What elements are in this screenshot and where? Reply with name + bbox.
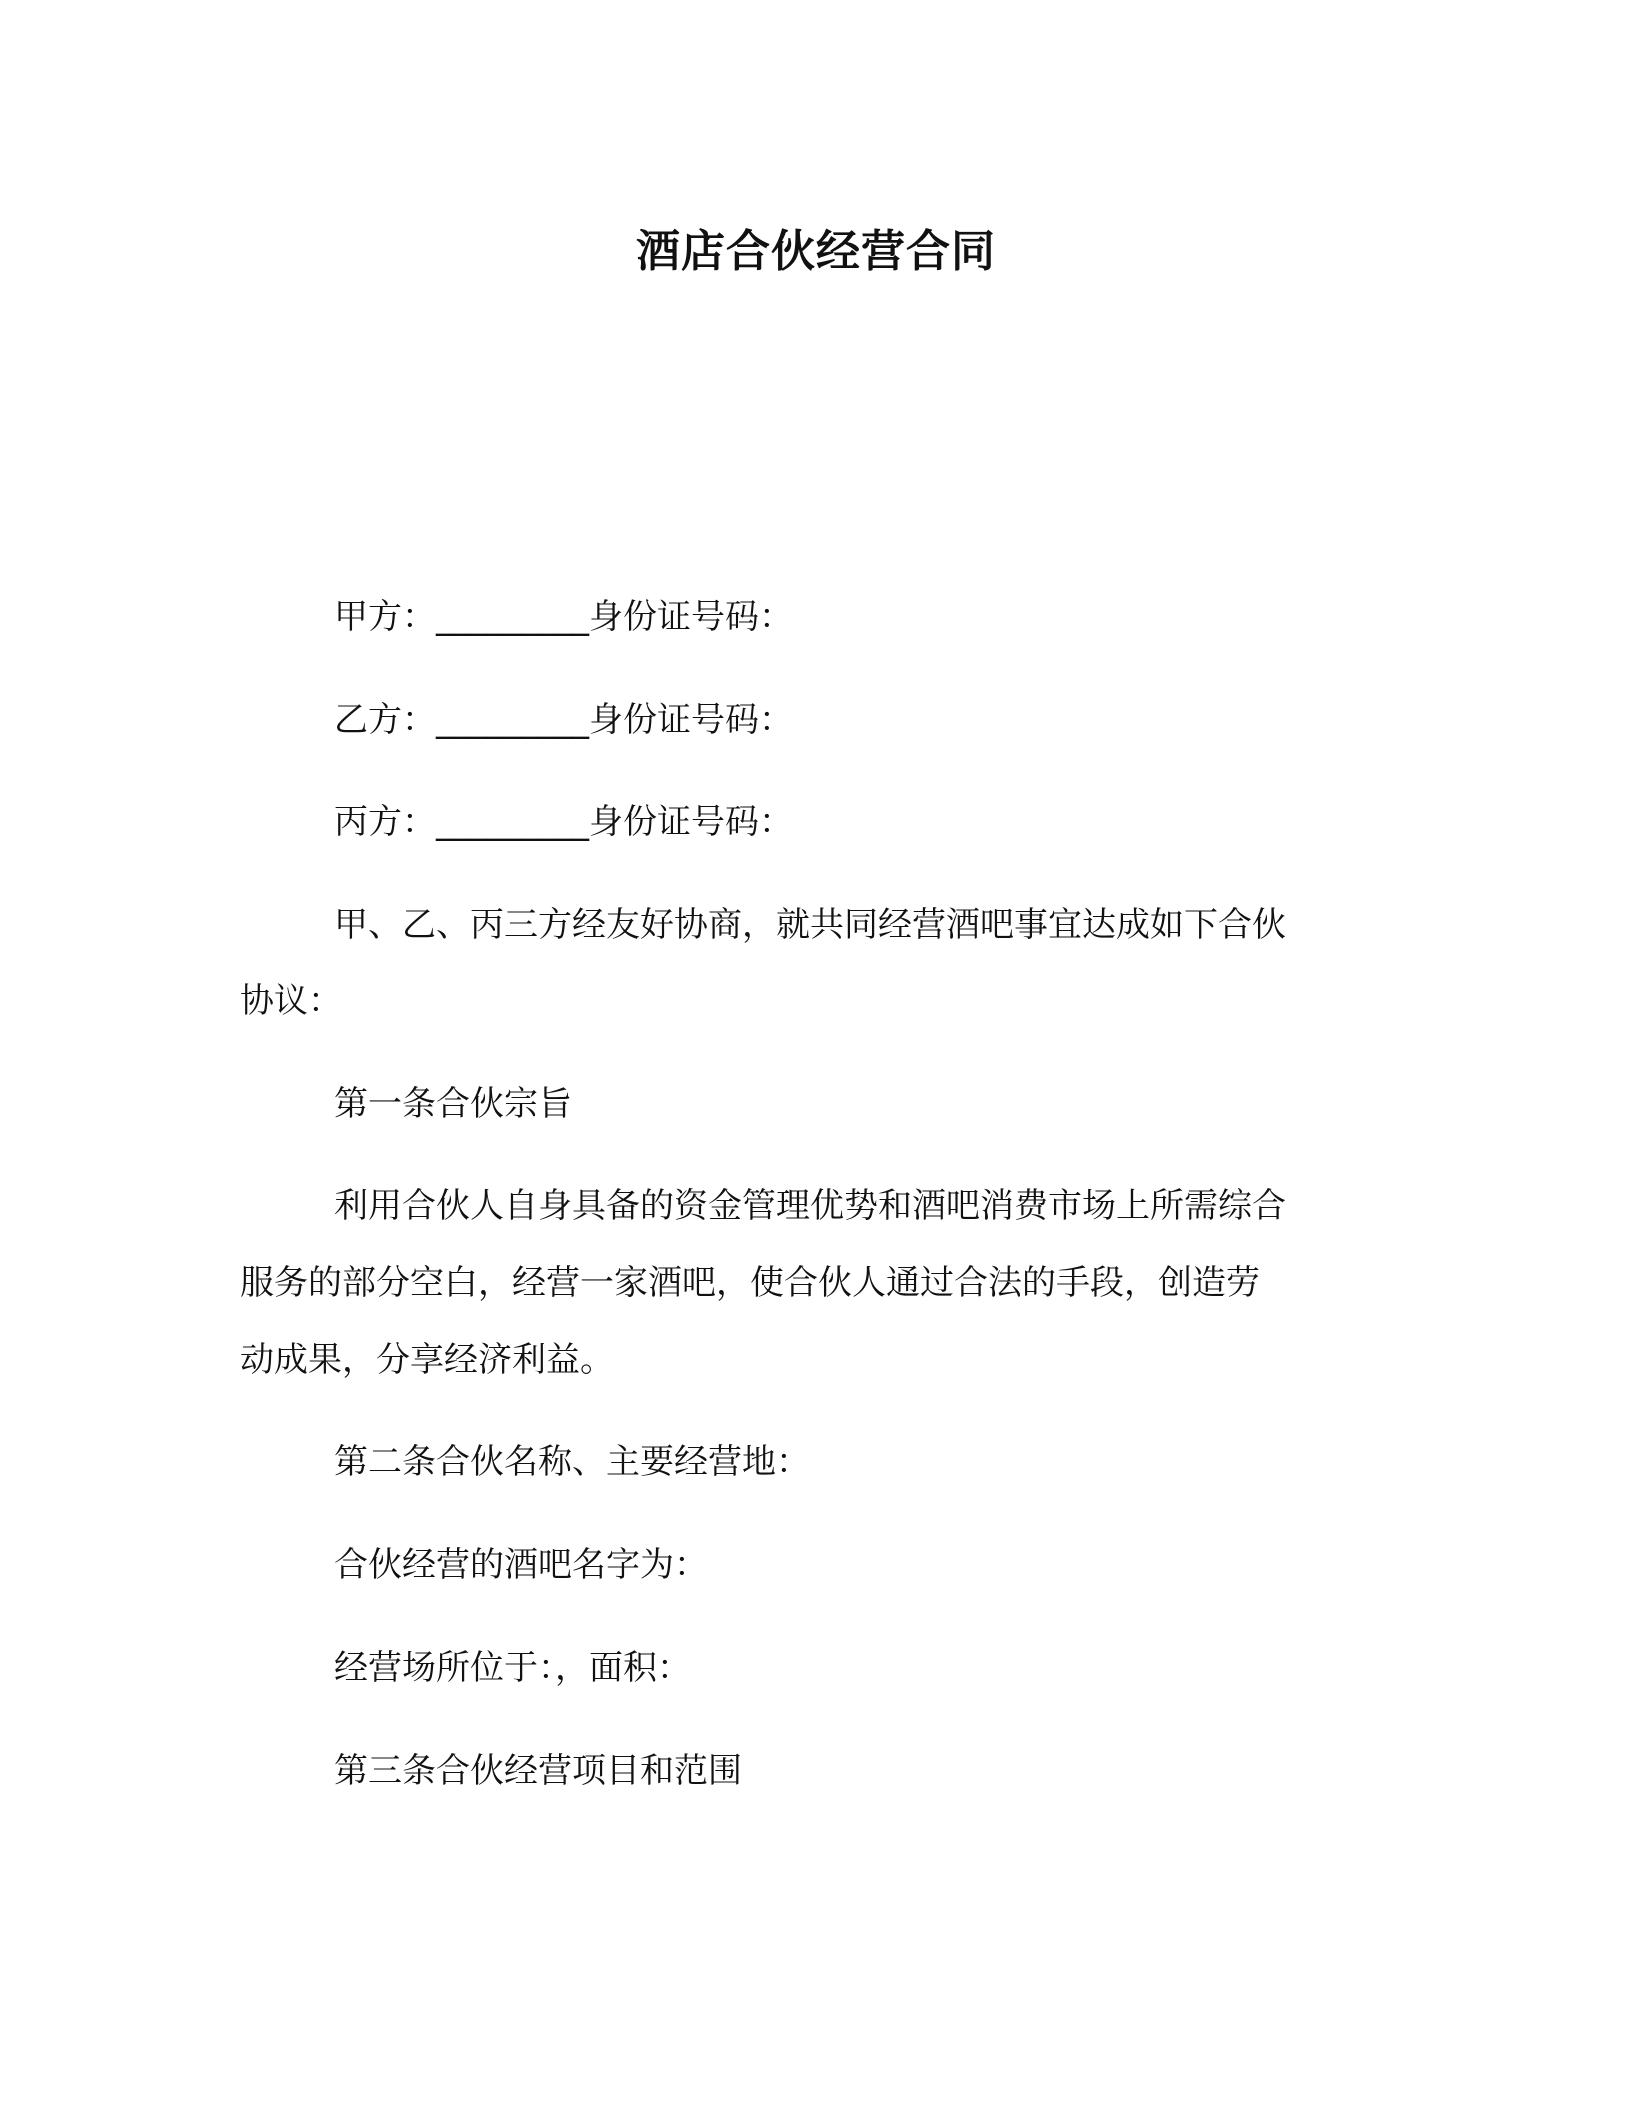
party-b-line — [334, 695, 793, 745]
article-1-body-line-2: 服务的部分空白，经营一家酒吧，使合伙人通过合法的手段，创造劳 — [240, 1263, 1260, 1303]
party-a-name-blank: _________ — [436, 597, 589, 637]
party-b-id-label: 身份证号码： — [589, 700, 793, 740]
intro-paragraph-line-2: 协议： — [240, 981, 342, 1021]
party-c-line — [334, 797, 793, 847]
party-c-id-label: 身份证号码： — [589, 802, 793, 842]
party-c-name-blank: _________ — [436, 802, 589, 842]
article-3-heading: 第三条合伙经营项目和范围 — [334, 1751, 742, 1791]
article-2-heading: 第二条合伙名称、主要经营地： — [334, 1442, 810, 1482]
party-b-name-blank: _________ — [436, 700, 589, 740]
party-a-label: 甲方： — [334, 597, 436, 637]
article-2-location-line: 经营场所位于：，面积： — [334, 1648, 691, 1688]
article-1-heading: 第一条合伙宗旨 — [334, 1084, 572, 1124]
article-1-body-line-1: 利用合伙人自身具备的资金管理优势和酒吧消费市场上所需综合 — [334, 1186, 1286, 1226]
party-b-label: 乙方： — [334, 700, 436, 740]
party-a-id-label: 身份证号码： — [589, 597, 793, 637]
party-a-line — [334, 592, 793, 642]
page-title: 酒店合伙经营合同 — [636, 226, 996, 277]
article-1-body-line-3: 动成果，分享经济利益。 — [240, 1340, 614, 1380]
intro-paragraph-line-1: 甲、乙、丙三方经友好协商，就共同经营酒吧事宜达成如下合伙 — [334, 905, 1286, 945]
party-c-label: 丙方： — [334, 802, 436, 842]
article-2-name-line: 合伙经营的酒吧名字为： — [334, 1545, 708, 1585]
